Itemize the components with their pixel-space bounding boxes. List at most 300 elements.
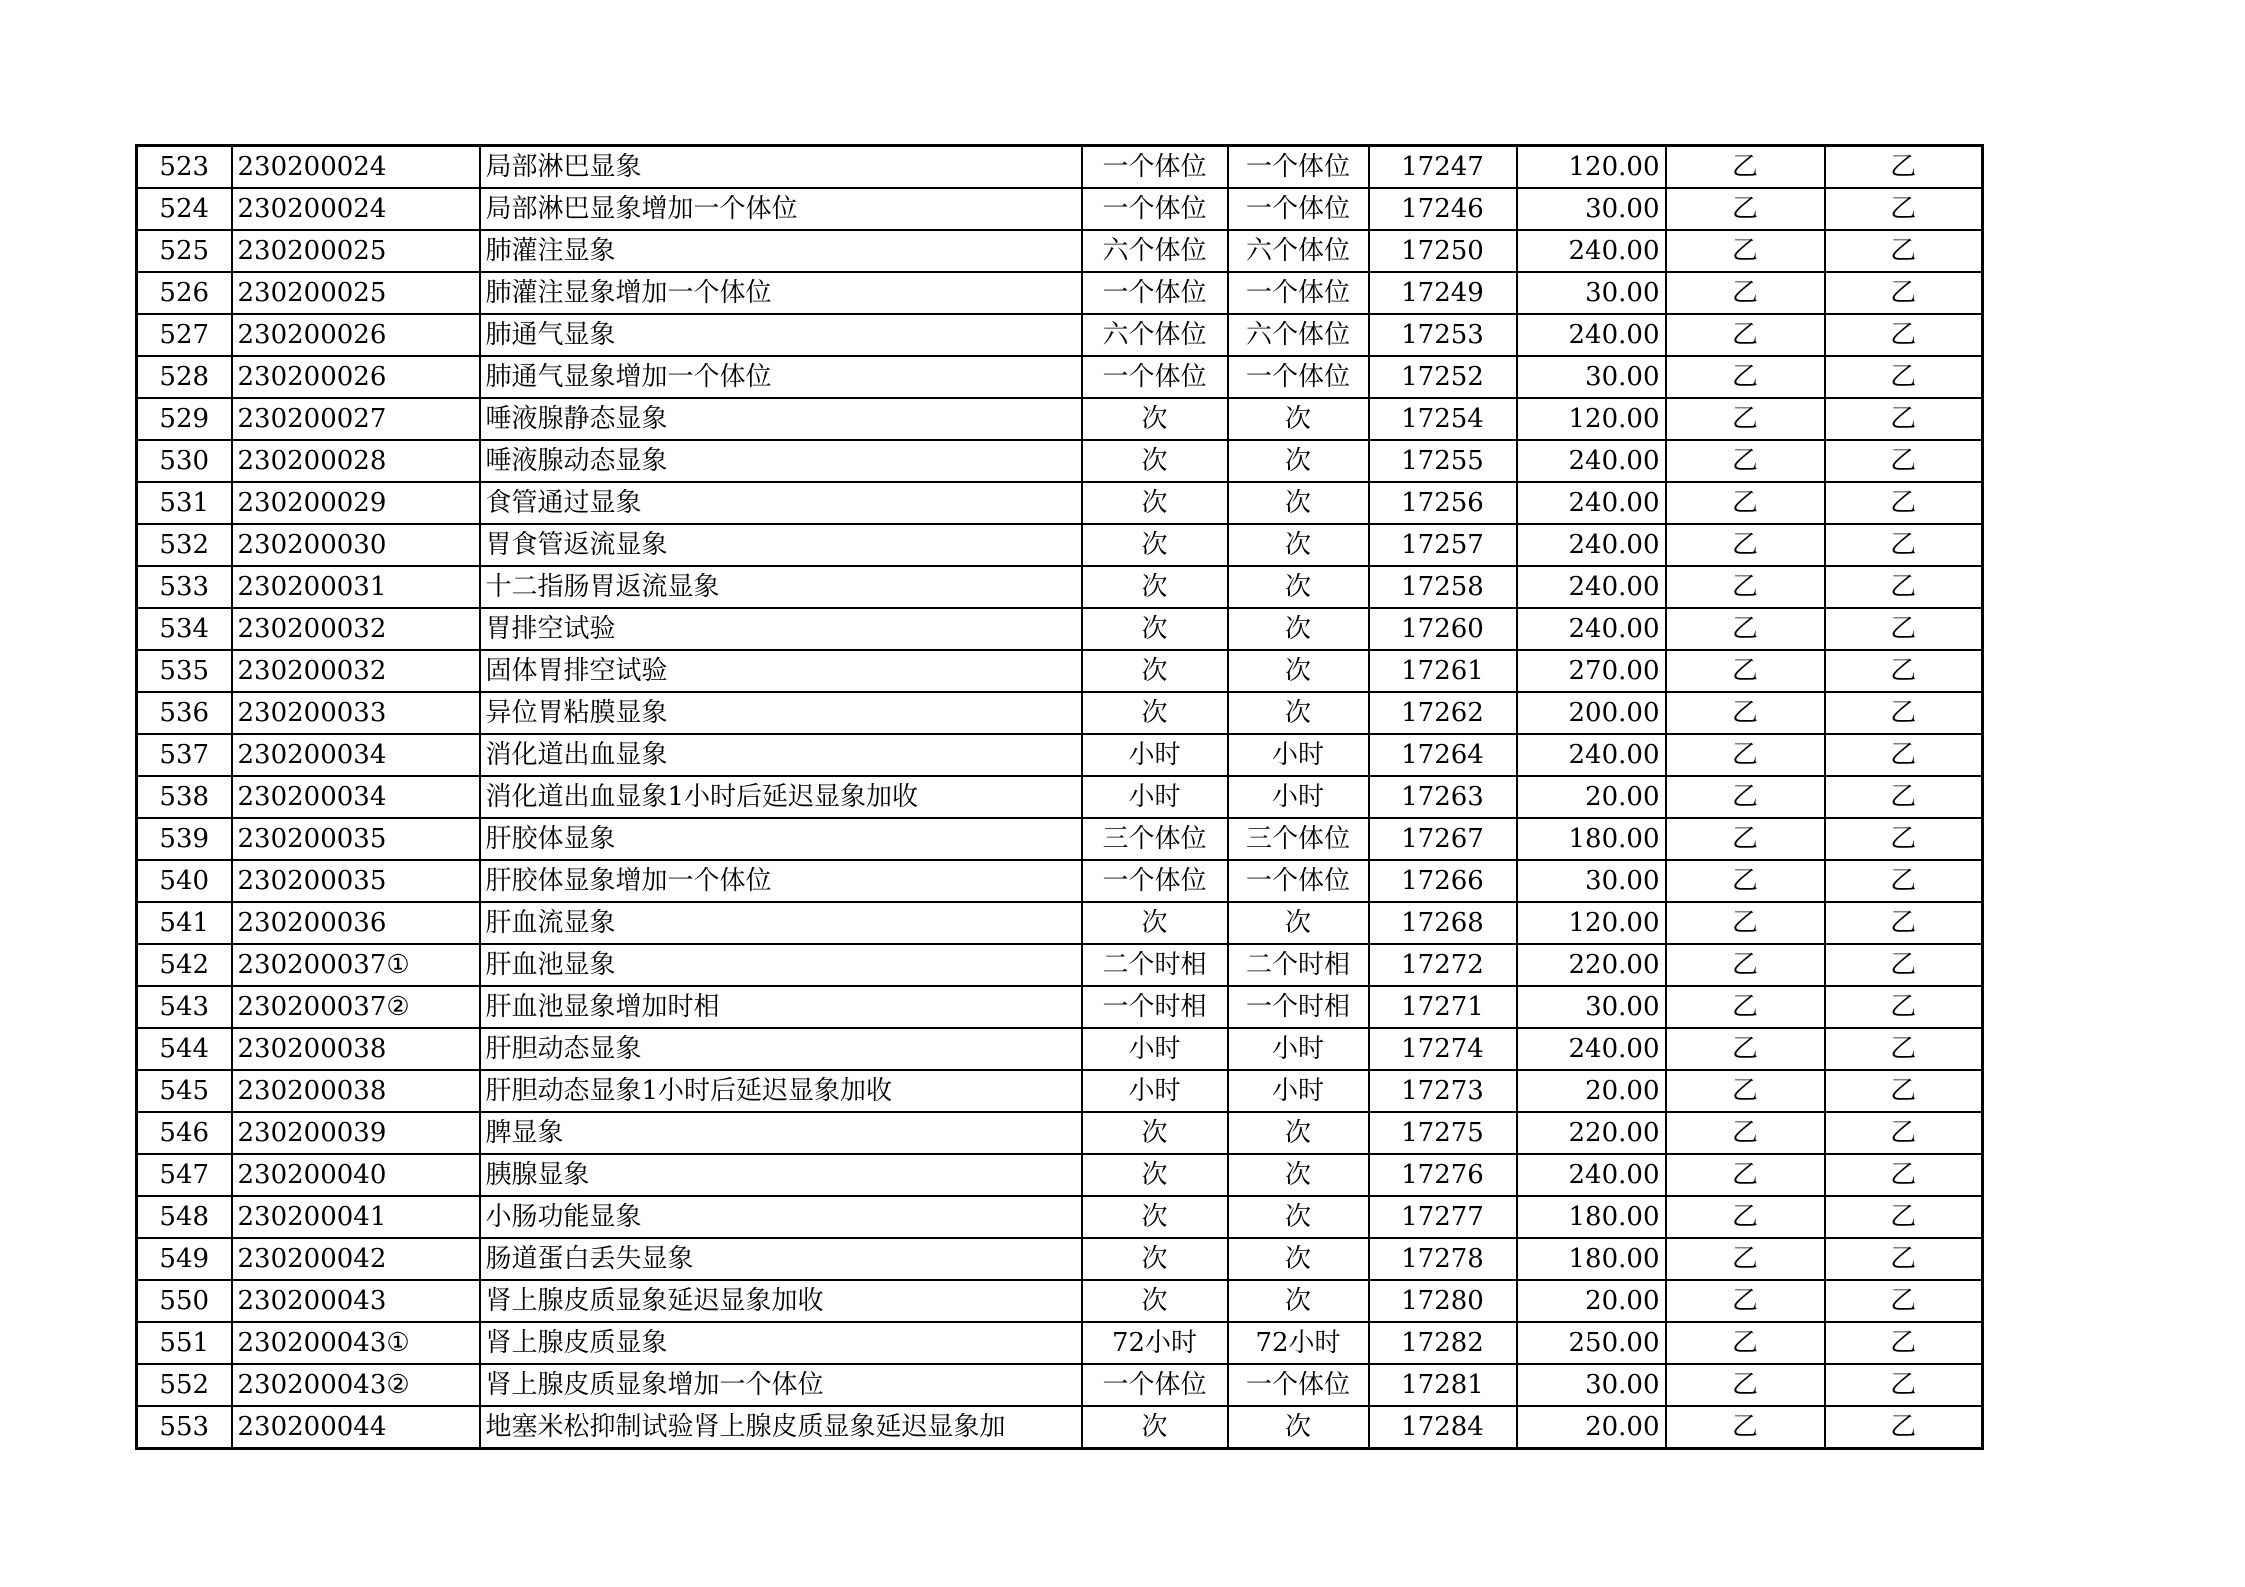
cell-price: 20.00 [1517,1406,1666,1449]
cell-item-code: 230200041 [232,1196,480,1238]
cell-billing-unit: 次 [1228,692,1369,734]
table-row [137,1154,1983,1196]
cell-price: 120.00 [1517,398,1666,440]
cell-category-1: 乙 [1666,902,1825,944]
table-row [137,1364,1983,1406]
cell-category-1: 乙 [1666,608,1825,650]
cell-category-1: 乙 [1666,272,1825,314]
cell-category-2: 乙 [1825,1196,1983,1238]
cell-category-1: 乙 [1666,1028,1825,1070]
cell-item-code: 230200033 [232,692,480,734]
cell-item-code: 230200035 [232,860,480,902]
cell-billing-unit: 次 [1228,1112,1369,1154]
cell-item-code: 230200042 [232,1238,480,1280]
cell-billing-unit: 次 [1228,650,1369,692]
cell-unit: 次 [1082,902,1228,944]
table-row [137,1112,1983,1154]
cell-unit: 小时 [1082,1028,1228,1070]
cell-price: 240.00 [1517,524,1666,566]
cell-category-2: 乙 [1825,524,1983,566]
cell-item-name: 肺灌注显象增加一个体位 [480,272,1082,314]
cell-unit: 一个体位 [1082,356,1228,398]
cell-item-id: 17264 [1369,734,1517,776]
cell-item-id: 17262 [1369,692,1517,734]
cell-category-1: 乙 [1666,944,1825,986]
table-row [137,734,1983,776]
table-row [137,146,1983,189]
cell-billing-unit: 一个体位 [1228,146,1369,189]
cell-item-code: 230200039 [232,1112,480,1154]
cell-billing-unit: 小时 [1228,1028,1369,1070]
cell-item-code: 230200034 [232,776,480,818]
cell-price: 250.00 [1517,1322,1666,1364]
table-row [137,944,1983,986]
cell-row-number: 539 [137,818,232,860]
cell-item-code: 230200031 [232,566,480,608]
cell-unit: 次 [1082,1406,1228,1449]
cell-billing-unit: 次 [1228,1238,1369,1280]
table-row [137,776,1983,818]
cell-row-number: 535 [137,650,232,692]
cell-row-number: 550 [137,1280,232,1322]
cell-item-name: 肝胆动态显象1小时后延迟显象加收 [480,1070,1082,1112]
cell-item-name: 胃食管返流显象 [480,524,1082,566]
cell-unit: 次 [1082,524,1228,566]
cell-item-id: 17252 [1369,356,1517,398]
cell-row-number: 526 [137,272,232,314]
cell-category-1: 乙 [1666,146,1825,189]
cell-billing-unit: 次 [1228,902,1369,944]
cell-category-1: 乙 [1666,1112,1825,1154]
cell-item-id: 17284 [1369,1406,1517,1449]
cell-category-2: 乙 [1825,1028,1983,1070]
cell-item-code: 230200043② [232,1364,480,1406]
cell-price: 20.00 [1517,1070,1666,1112]
cell-price: 240.00 [1517,1154,1666,1196]
cell-price: 240.00 [1517,608,1666,650]
cell-billing-unit: 小时 [1228,734,1369,776]
cell-row-number: 536 [137,692,232,734]
cell-billing-unit: 次 [1228,566,1369,608]
cell-unit: 次 [1082,440,1228,482]
cell-unit: 六个体位 [1082,230,1228,272]
cell-billing-unit: 小时 [1228,1070,1369,1112]
cell-row-number: 530 [137,440,232,482]
cell-item-code: 230200026 [232,356,480,398]
cell-row-number: 543 [137,986,232,1028]
cell-price: 180.00 [1517,818,1666,860]
cell-category-2: 乙 [1825,1406,1983,1449]
cell-price: 180.00 [1517,1196,1666,1238]
cell-unit: 二个时相 [1082,944,1228,986]
cell-price: 30.00 [1517,1364,1666,1406]
cell-item-id: 17281 [1369,1364,1517,1406]
table-row [137,986,1983,1028]
cell-price: 120.00 [1517,146,1666,189]
cell-billing-unit: 一个体位 [1228,356,1369,398]
table-row [137,860,1983,902]
cell-row-number: 540 [137,860,232,902]
cell-price: 240.00 [1517,566,1666,608]
cell-category-2: 乙 [1825,566,1983,608]
cell-item-id: 17277 [1369,1196,1517,1238]
cell-item-code: 230200036 [232,902,480,944]
cell-item-name: 食管通过显象 [480,482,1082,524]
table-row [137,314,1983,356]
cell-unit: 次 [1082,1112,1228,1154]
cell-row-number: 542 [137,944,232,986]
cell-item-code: 230200027 [232,398,480,440]
cell-unit: 次 [1082,398,1228,440]
cell-item-name: 地塞米松抑制试验肾上腺皮质显象延迟显象加 [480,1406,1082,1449]
cell-item-code: 230200025 [232,272,480,314]
cell-category-1: 乙 [1666,1154,1825,1196]
cell-item-name: 唾液腺静态显象 [480,398,1082,440]
cell-category-1: 乙 [1666,1196,1825,1238]
cell-item-id: 17256 [1369,482,1517,524]
cell-category-1: 乙 [1666,524,1825,566]
cell-item-id: 17255 [1369,440,1517,482]
cell-item-code: 230200030 [232,524,480,566]
cell-category-2: 乙 [1825,902,1983,944]
table-row [137,1070,1983,1112]
cell-price: 180.00 [1517,1238,1666,1280]
cell-row-number: 537 [137,734,232,776]
cell-price: 240.00 [1517,1028,1666,1070]
cell-unit: 次 [1082,1280,1228,1322]
cell-unit: 次 [1082,608,1228,650]
cell-category-2: 乙 [1825,860,1983,902]
cell-row-number: 524 [137,188,232,230]
cell-item-id: 17266 [1369,860,1517,902]
table-row [137,482,1983,524]
cell-category-2: 乙 [1825,230,1983,272]
table-row [137,818,1983,860]
cell-category-1: 乙 [1666,482,1825,524]
cell-category-1: 乙 [1666,230,1825,272]
cell-item-id: 17276 [1369,1154,1517,1196]
table-row [137,650,1983,692]
cell-category-1: 乙 [1666,860,1825,902]
cell-unit: 次 [1082,1154,1228,1196]
table-row [137,188,1983,230]
cell-row-number: 544 [137,1028,232,1070]
cell-category-2: 乙 [1825,944,1983,986]
cell-unit: 小时 [1082,776,1228,818]
cell-price: 270.00 [1517,650,1666,692]
cell-billing-unit: 二个时相 [1228,944,1369,986]
cell-row-number: 547 [137,1154,232,1196]
cell-category-1: 乙 [1666,314,1825,356]
cell-item-name: 肺灌注显象 [480,230,1082,272]
cell-item-name: 肝胶体显象 [480,818,1082,860]
cell-price: 240.00 [1517,440,1666,482]
cell-category-1: 乙 [1666,440,1825,482]
cell-category-2: 乙 [1825,398,1983,440]
table-row [137,1028,1983,1070]
cell-category-1: 乙 [1666,1238,1825,1280]
cell-price: 30.00 [1517,860,1666,902]
cell-billing-unit: 次 [1228,1280,1369,1322]
table-row [137,566,1983,608]
cell-unit: 次 [1082,1238,1228,1280]
cell-unit: 次 [1082,482,1228,524]
table-row [137,398,1983,440]
cell-row-number: 541 [137,902,232,944]
table-row [137,356,1983,398]
cell-item-name: 固体胃排空试验 [480,650,1082,692]
cell-row-number: 532 [137,524,232,566]
cell-billing-unit: 次 [1228,482,1369,524]
cell-row-number: 534 [137,608,232,650]
cell-category-2: 乙 [1825,272,1983,314]
cell-item-id: 17278 [1369,1238,1517,1280]
cell-item-code: 230200028 [232,440,480,482]
cell-item-name: 肝血流显象 [480,902,1082,944]
cell-item-name: 肺通气显象 [480,314,1082,356]
cell-unit: 三个体位 [1082,818,1228,860]
cell-category-2: 乙 [1825,692,1983,734]
cell-item-id: 17250 [1369,230,1517,272]
cell-item-id: 17246 [1369,188,1517,230]
cell-unit: 一个体位 [1082,188,1228,230]
cell-category-1: 乙 [1666,398,1825,440]
table-row [137,1406,1983,1449]
cell-item-id: 17274 [1369,1028,1517,1070]
cell-billing-unit: 六个体位 [1228,230,1369,272]
cell-item-name: 肝血池显象 [480,944,1082,986]
cell-item-code: 230200037② [232,986,480,1028]
cell-unit: 次 [1082,692,1228,734]
cell-row-number: 545 [137,1070,232,1112]
cell-item-name: 消化道出血显象 [480,734,1082,776]
cell-item-name: 肺通气显象增加一个体位 [480,356,1082,398]
cell-billing-unit: 一个体位 [1228,272,1369,314]
cell-item-id: 17275 [1369,1112,1517,1154]
cell-category-2: 乙 [1825,1112,1983,1154]
cell-row-number: 527 [137,314,232,356]
cell-category-2: 乙 [1825,1280,1983,1322]
cell-row-number: 553 [137,1406,232,1449]
cell-category-2: 乙 [1825,1070,1983,1112]
cell-billing-unit: 次 [1228,1154,1369,1196]
cell-item-name: 肠道蛋白丢失显象 [480,1238,1082,1280]
cell-category-2: 乙 [1825,482,1983,524]
cell-category-2: 乙 [1825,608,1983,650]
cell-category-2: 乙 [1825,734,1983,776]
cell-unit: 小时 [1082,734,1228,776]
cell-category-2: 乙 [1825,1238,1983,1280]
cell-item-id: 17261 [1369,650,1517,692]
cell-category-1: 乙 [1666,1364,1825,1406]
cell-row-number: 538 [137,776,232,818]
cell-item-id: 17267 [1369,818,1517,860]
cell-billing-unit: 六个体位 [1228,314,1369,356]
cell-item-code: 230200025 [232,230,480,272]
cell-row-number: 523 [137,146,232,189]
fee-schedule-table [135,144,1984,1450]
cell-billing-unit: 一个体位 [1228,1364,1369,1406]
cell-billing-unit: 小时 [1228,776,1369,818]
cell-item-code: 230200032 [232,650,480,692]
cell-item-id: 17254 [1369,398,1517,440]
cell-item-id: 17272 [1369,944,1517,986]
cell-item-id: 17268 [1369,902,1517,944]
table-row [137,902,1983,944]
table-body [137,146,1983,1449]
cell-category-2: 乙 [1825,440,1983,482]
cell-price: 200.00 [1517,692,1666,734]
cell-category-2: 乙 [1825,314,1983,356]
cell-item-code: 230200040 [232,1154,480,1196]
cell-category-1: 乙 [1666,188,1825,230]
cell-item-code: 230200034 [232,734,480,776]
table-row [137,1238,1983,1280]
cell-row-number: 533 [137,566,232,608]
cell-item-id: 17257 [1369,524,1517,566]
cell-item-id: 17273 [1369,1070,1517,1112]
cell-item-name: 十二指肠胃返流显象 [480,566,1082,608]
cell-billing-unit: 次 [1228,440,1369,482]
cell-item-code: 230200044 [232,1406,480,1449]
cell-item-id: 17280 [1369,1280,1517,1322]
table-row [137,692,1983,734]
table-row [137,1322,1983,1364]
table-row [137,608,1983,650]
cell-category-1: 乙 [1666,734,1825,776]
table-row [137,1280,1983,1322]
cell-category-1: 乙 [1666,986,1825,1028]
cell-price: 30.00 [1517,986,1666,1028]
cell-unit: 次 [1082,1196,1228,1238]
cell-price: 20.00 [1517,776,1666,818]
cell-category-1: 乙 [1666,692,1825,734]
cell-price: 240.00 [1517,734,1666,776]
cell-item-id: 17249 [1369,272,1517,314]
cell-item-code: 230200038 [232,1028,480,1070]
cell-category-2: 乙 [1825,188,1983,230]
cell-billing-unit: 72小时 [1228,1322,1369,1364]
cell-item-name: 脾显象 [480,1112,1082,1154]
cell-category-1: 乙 [1666,818,1825,860]
cell-unit: 一个体位 [1082,1364,1228,1406]
cell-item-code: 230200043 [232,1280,480,1322]
cell-item-id: 17260 [1369,608,1517,650]
cell-category-2: 乙 [1825,650,1983,692]
cell-item-name: 唾液腺动态显象 [480,440,1082,482]
cell-item-name: 小肠功能显象 [480,1196,1082,1238]
cell-item-code: 230200035 [232,818,480,860]
cell-item-name: 肾上腺皮质显象增加一个体位 [480,1364,1082,1406]
cell-item-code: 230200043① [232,1322,480,1364]
cell-price: 30.00 [1517,272,1666,314]
table-row [137,230,1983,272]
cell-price: 240.00 [1517,314,1666,356]
cell-unit: 一个体位 [1082,860,1228,902]
cell-price: 240.00 [1517,230,1666,272]
cell-category-1: 乙 [1666,1322,1825,1364]
cell-price: 20.00 [1517,1280,1666,1322]
cell-price: 30.00 [1517,188,1666,230]
table-row [137,440,1983,482]
cell-unit: 次 [1082,566,1228,608]
cell-item-name: 肾上腺皮质显象延迟显象加收 [480,1280,1082,1322]
cell-category-1: 乙 [1666,1070,1825,1112]
cell-billing-unit: 次 [1228,524,1369,566]
cell-unit: 72小时 [1082,1322,1228,1364]
cell-item-code: 230200032 [232,608,480,650]
cell-item-name: 肝胶体显象增加一个体位 [480,860,1082,902]
cell-category-2: 乙 [1825,1364,1983,1406]
cell-category-2: 乙 [1825,776,1983,818]
cell-billing-unit: 一个体位 [1228,188,1369,230]
cell-unit: 一个体位 [1082,146,1228,189]
cell-unit: 一个时相 [1082,986,1228,1028]
cell-unit: 小时 [1082,1070,1228,1112]
table-row [137,524,1983,566]
cell-billing-unit: 一个时相 [1228,986,1369,1028]
cell-item-name: 异位胃粘膜显象 [480,692,1082,734]
cell-item-code: 230200026 [232,314,480,356]
cell-category-2: 乙 [1825,146,1983,189]
cell-price: 220.00 [1517,1112,1666,1154]
cell-row-number: 552 [137,1364,232,1406]
cell-item-id: 17247 [1369,146,1517,189]
cell-item-id: 17263 [1369,776,1517,818]
cell-billing-unit: 三个体位 [1228,818,1369,860]
cell-item-name: 肾上腺皮质显象 [480,1322,1082,1364]
cell-item-code: 230200038 [232,1070,480,1112]
cell-item-name: 局部淋巴显象增加一个体位 [480,188,1082,230]
cell-category-1: 乙 [1666,1406,1825,1449]
cell-row-number: 528 [137,356,232,398]
table-row [137,1196,1983,1238]
cell-price: 30.00 [1517,356,1666,398]
cell-billing-unit: 次 [1228,398,1369,440]
cell-price: 120.00 [1517,902,1666,944]
cell-item-id: 17258 [1369,566,1517,608]
cell-item-id: 17282 [1369,1322,1517,1364]
cell-category-1: 乙 [1666,776,1825,818]
cell-category-2: 乙 [1825,1322,1983,1364]
cell-category-1: 乙 [1666,356,1825,398]
cell-row-number: 551 [137,1322,232,1364]
cell-category-2: 乙 [1825,818,1983,860]
cell-row-number: 548 [137,1196,232,1238]
cell-unit: 一个体位 [1082,272,1228,314]
cell-category-1: 乙 [1666,650,1825,692]
cell-item-name: 胰腺显象 [480,1154,1082,1196]
cell-row-number: 546 [137,1112,232,1154]
cell-billing-unit: 次 [1228,608,1369,650]
cell-billing-unit: 次 [1228,1196,1369,1238]
cell-billing-unit: 次 [1228,1406,1369,1449]
cell-row-number: 549 [137,1238,232,1280]
cell-billing-unit: 一个体位 [1228,860,1369,902]
cell-category-1: 乙 [1666,1280,1825,1322]
cell-row-number: 525 [137,230,232,272]
cell-row-number: 529 [137,398,232,440]
cell-category-2: 乙 [1825,1154,1983,1196]
cell-item-code: 230200029 [232,482,480,524]
cell-item-name: 胃排空试验 [480,608,1082,650]
cell-item-name: 肝血池显象增加时相 [480,986,1082,1028]
cell-item-id: 17271 [1369,986,1517,1028]
cell-item-code: 230200037① [232,944,480,986]
cell-item-name: 局部淋巴显象 [480,146,1082,189]
cell-unit: 六个体位 [1082,314,1228,356]
cell-unit: 次 [1082,650,1228,692]
